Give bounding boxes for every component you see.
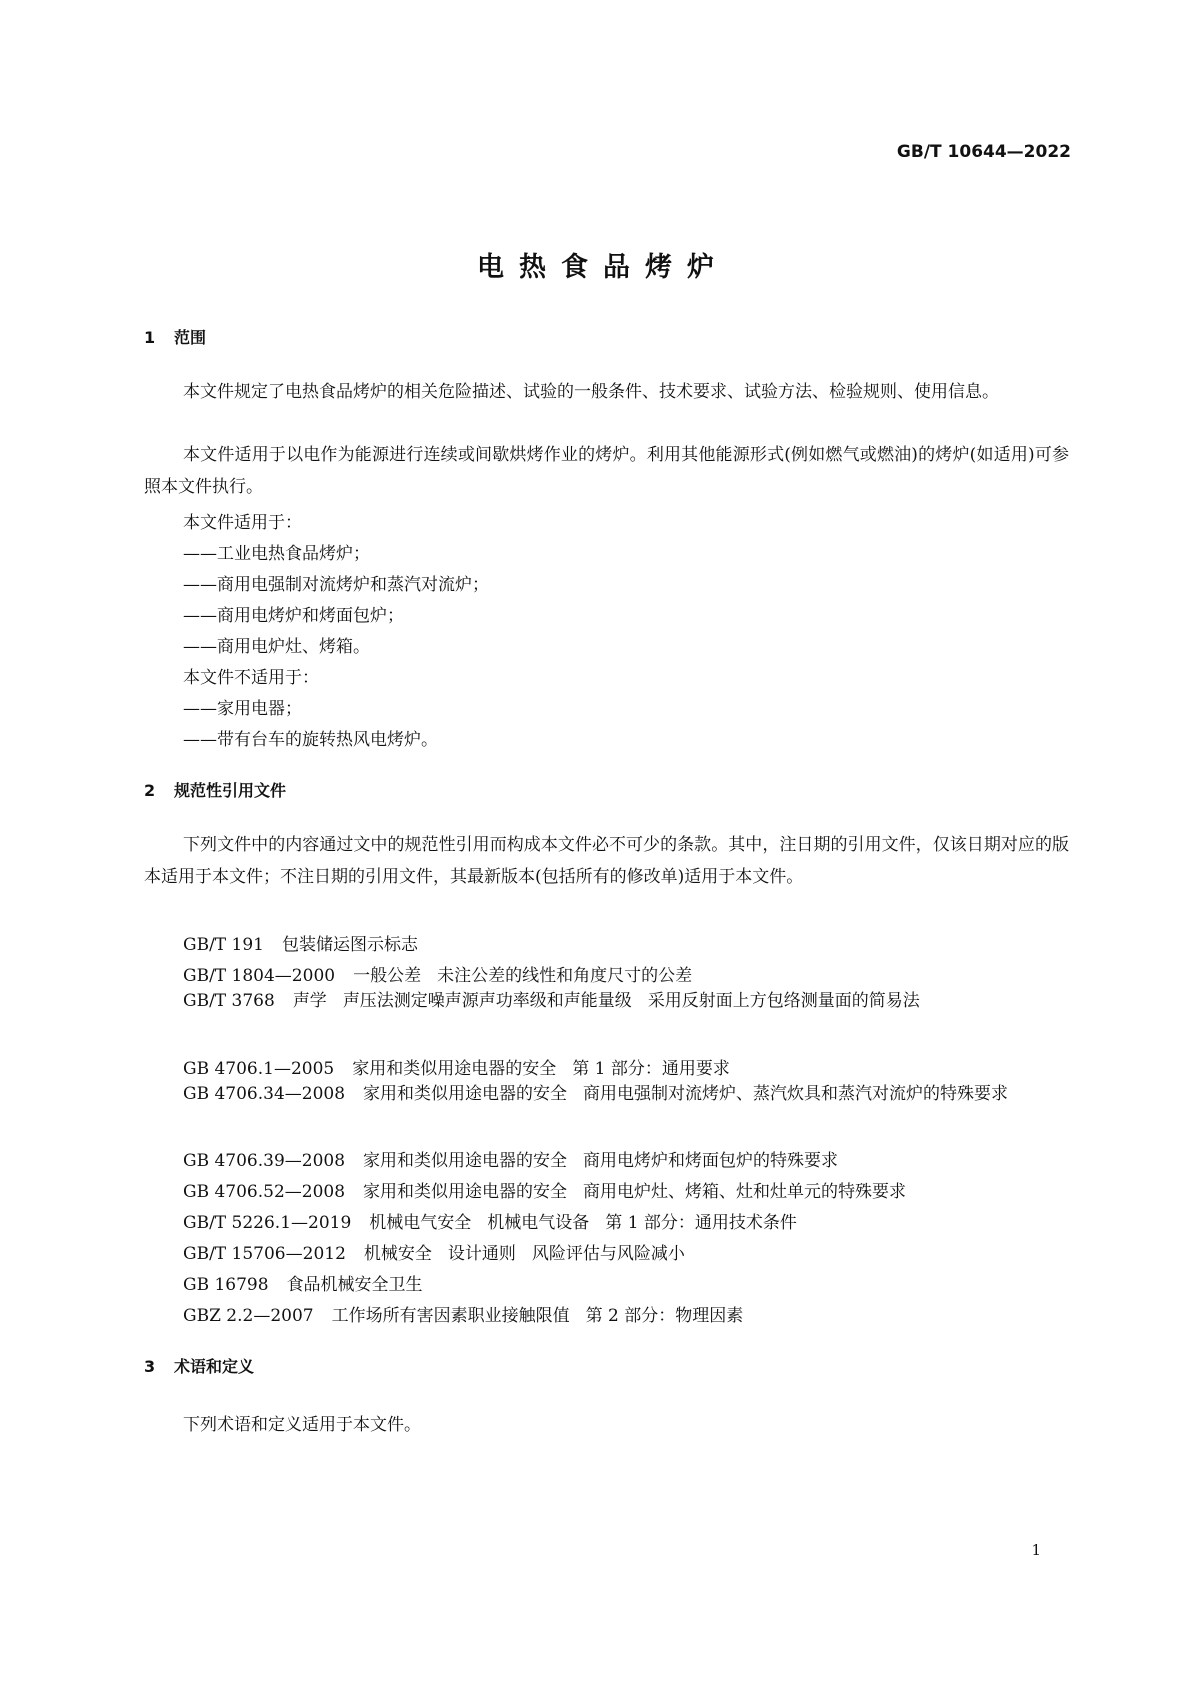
reference-item: [144, 985, 1069, 1017]
reference-title: 家用和类似用途电器的安全: [352, 1059, 557, 1079]
references-intro: 下列文件中的内容通过文中的规范性引用而构成本文件必不可少的条款。其中，注日期的引用文件，仅该日期对应的版本适用于本文件；不注日期的引用文件，其最新版本(包括所有的修改单)适用于本文件。: [144, 835, 1069, 887]
list-item: ——商用电烤炉和烤面包炉；: [183, 606, 404, 626]
reference-code: GB/T 15706—2012: [183, 1244, 346, 1264]
reference-item: [183, 1270, 423, 1295]
reference-code: GB/T 3768: [183, 991, 275, 1011]
reference-code: GB/T 1804—2000: [183, 966, 336, 986]
reference-item: [144, 1078, 1069, 1110]
reference-title: 未注公差的线性和角度尺寸的公差: [437, 966, 693, 986]
reference-code: GBZ 2.2—2007: [183, 1306, 314, 1326]
page-number: 1: [1031, 1541, 1041, 1559]
reference-code: GB 4706.1—2005: [183, 1059, 335, 1079]
reference-title: 工作场所有害因素职业接触限值: [331, 1306, 570, 1326]
reference-title: 包装储运图示标志: [282, 935, 418, 955]
reference-title: 声学: [292, 991, 327, 1011]
reference-code: GB 4706.39—2008: [183, 1151, 346, 1171]
terms-intro: 下列术语和定义适用于本文件。: [183, 1415, 421, 1435]
reference-item: [183, 1177, 906, 1202]
reference-code: GB/T 5226.1—2019: [183, 1213, 352, 1233]
scope-paragraph-2: 本文件适用于以电作为能源进行连续或间歇烘烤作业的烤炉。利用其他能源形式(例如燃气或燃油)的烤炉(如适用)可参照本文件执行。: [144, 445, 1069, 497]
reference-title: 商用电强制对流烤炉、蒸汽炊具和蒸汽对流炉的特殊要求: [583, 1084, 1009, 1104]
reference-item: [183, 1054, 730, 1079]
list-item: ——工业电热食品烤炉；: [183, 544, 370, 564]
section-title: 范围: [174, 328, 207, 347]
reference-item: [183, 930, 418, 955]
reference-item: [183, 1146, 838, 1171]
section-title: 规范性引用文件: [174, 781, 287, 800]
applies-intro: 本文件适用于：: [183, 513, 302, 533]
list-item: ——商用电炉灶、烤箱。: [183, 637, 370, 657]
section-number: 1: [144, 328, 156, 347]
standard-number: GB/T 10644—2022: [896, 142, 1071, 162]
reference-item: [183, 961, 692, 986]
reference-title: 食品机械安全卫生: [286, 1275, 423, 1295]
section-2-heading: [144, 778, 286, 801]
reference-title: 家用和类似用途电器的安全: [363, 1084, 568, 1104]
list-item: ——带有台车的旋转热风电烤炉。: [183, 730, 438, 750]
reference-title: 机械电气安全: [369, 1213, 472, 1233]
scope-paragraph-1: 本文件规定了电热食品烤炉的相关危险描述、试验的一般条件、技术要求、试验方法、检验规则、使用信息。: [183, 382, 999, 402]
reference-title: 商用电炉灶、烤箱、灶和灶单元的特殊要求: [583, 1182, 907, 1202]
section-1-heading: [144, 325, 206, 348]
reference-title: 设计通则: [447, 1244, 516, 1264]
list-item: ——商用电强制对流烤炉和蒸汽对流炉；: [183, 575, 489, 595]
reference-title: 家用和类似用途电器的安全: [363, 1182, 568, 1202]
section-number: 3: [144, 1357, 156, 1376]
reference-code: GB 4706.52—2008: [183, 1182, 346, 1202]
reference-title: 第 1 部分：通用技术条件: [605, 1213, 797, 1233]
document-title: 电热食品烤炉: [477, 252, 729, 283]
list-item: ——家用电器；: [183, 699, 302, 719]
reference-title: 第 1 部分：通用要求: [572, 1059, 730, 1079]
reference-title: 一般公差: [353, 966, 422, 986]
reference-code: GB/T 191: [183, 935, 264, 955]
section-3-heading: [144, 1354, 254, 1377]
section-title: 术语和定义: [174, 1357, 255, 1376]
reference-title: 风险评估与风险减小: [531, 1244, 685, 1264]
reference-title: 第 2 部分：物理因素: [585, 1306, 744, 1326]
reference-code: GB 4706.34—2008: [183, 1084, 346, 1104]
not-applies-intro: 本文件不适用于：: [183, 668, 319, 688]
reference-item: [183, 1239, 685, 1264]
reference-item: [183, 1301, 743, 1326]
reference-title: 采用反射面上方包络测量面的简易法: [647, 991, 920, 1011]
reference-title: 机械安全: [363, 1244, 432, 1264]
reference-title: 声压法测定噪声源声功率级和声能量级: [342, 991, 632, 1011]
reference-code: GB 16798: [183, 1275, 269, 1295]
section-number: 2: [144, 781, 156, 800]
reference-title: 家用和类似用途电器的安全: [363, 1151, 568, 1171]
reference-title: 商用电烤炉和烤面包炉的特殊要求: [583, 1151, 839, 1171]
reference-item: [183, 1208, 797, 1233]
reference-title: 机械电气设备: [487, 1213, 590, 1233]
